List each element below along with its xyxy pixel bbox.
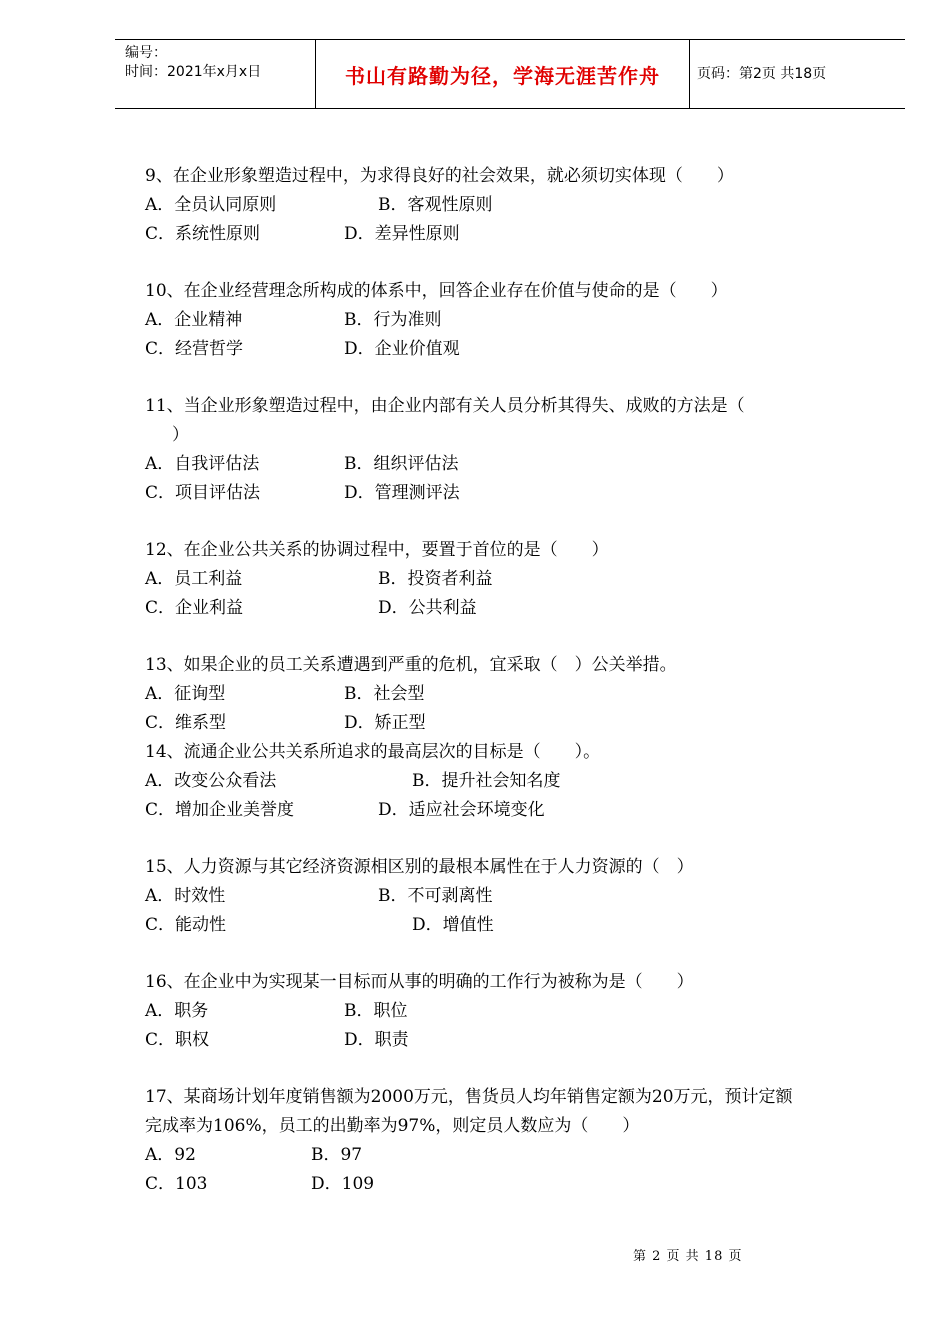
option-b: B．组织评估法 <box>344 454 459 474</box>
option-a: A．全员认同原则 <box>145 195 277 215</box>
question-stem: 9、在企业形象塑造过程中，为求得良好的社会效果，就必须切实体现（ ） <box>145 166 734 186</box>
question-11 <box>145 392 875 508</box>
header-meta-cell <box>115 40 315 108</box>
question-stem: 10、在企业经营理念所构成的体系中，回答企业存在价值与使命的是（ ） <box>145 281 728 301</box>
page-footer: 第 2 页 共 18 页 <box>633 1249 743 1264</box>
header-motto-cell <box>315 40 690 108</box>
page-header <box>115 39 905 109</box>
option-d: D．矫正型 <box>344 713 426 733</box>
option-d: D．适应社会环境变化 <box>378 800 545 820</box>
option-b: B．提升社会知名度 <box>412 771 561 791</box>
question-12 <box>145 536 875 623</box>
question-16 <box>145 968 875 1055</box>
option-d: D．企业价值观 <box>344 339 460 359</box>
option-d: D．管理测评法 <box>344 483 460 503</box>
option-a: A．92 <box>145 1145 196 1165</box>
option-c: C．103 <box>145 1174 208 1194</box>
option-a: A．企业精神 <box>145 310 243 330</box>
option-c: C．职权 <box>145 1030 210 1050</box>
option-d: D．公共利益 <box>378 598 477 618</box>
option-a: A．自我评估法 <box>145 454 260 474</box>
option-c: C．系统性原则 <box>145 224 261 244</box>
option-b: B．客观性原则 <box>378 195 493 215</box>
question-stem: 11、当企业形象塑造过程中，由企业内部有关人员分析其得失、成败的方法是（ <box>145 396 745 416</box>
question-stem: 12、在企业公共关系的协调过程中，要置于首位的是（ ） <box>145 540 609 560</box>
option-a: A．职务 <box>145 1001 209 1021</box>
time-label: 时间：2021年x月x日 <box>125 64 262 80</box>
option-b: B．97 <box>311 1145 363 1165</box>
option-b: B．不可剥离性 <box>378 886 493 906</box>
question-stem: 15、人力资源与其它经济资源相区别的最根本属性在于人力资源的（ ） <box>145 857 694 877</box>
option-b: B．行为准则 <box>344 310 442 330</box>
option-a: A．征询型 <box>145 684 226 704</box>
option-b: B．职位 <box>344 1001 408 1021</box>
option-b: B．社会型 <box>344 684 425 704</box>
option-c: C．经营哲学 <box>145 339 244 359</box>
option-a: A．员工利益 <box>145 569 243 589</box>
question-stem-continued: 完成率为106%，员工的出勤率为97%，则定员人数应为（ ） <box>145 1116 640 1136</box>
question-stem-continued: ） <box>155 425 189 445</box>
option-b: B．投资者利益 <box>378 569 493 589</box>
header-page-cell <box>689 40 905 108</box>
option-c: C．项目评估法 <box>145 483 261 503</box>
option-d: D．差异性原则 <box>344 224 460 244</box>
question-list <box>145 162 875 1199</box>
question-stem: 13、如果企业的员工关系遭遇到严重的危机，宜采取（ ）公关举措。 <box>145 655 677 675</box>
question-14 <box>145 738 875 825</box>
question-stem: 17、某商场计划年度销售额为2000万元，售货员人均年销售定额为20万元，预计定额 <box>145 1087 793 1107</box>
option-d: D．109 <box>311 1174 375 1194</box>
serial-label: 编号： <box>125 45 167 61</box>
option-d: D．增值性 <box>412 915 494 935</box>
question-stem: 14、流通企业公共关系所追求的最高层次的目标是（ ）。 <box>145 742 601 762</box>
question-13 <box>145 651 875 738</box>
option-c: C．能动性 <box>145 915 227 935</box>
question-10 <box>145 277 875 364</box>
question-stem: 16、在企业中为实现某一目标而从事的明确的工作行为被称为是（ ） <box>145 972 694 992</box>
option-c: C．维系型 <box>145 713 227 733</box>
question-17 <box>145 1083 875 1199</box>
option-d: D．职责 <box>344 1030 409 1050</box>
option-a: A．时效性 <box>145 886 226 906</box>
option-a: A．改变公众看法 <box>145 771 277 791</box>
question-9 <box>145 162 875 249</box>
page-info: 页码：第2页 共18页 <box>697 66 827 82</box>
question-15 <box>145 853 875 940</box>
option-c: C．增加企业美誉度 <box>145 800 295 820</box>
motto: 书山有路勤为径，学海无涯苦作舟 <box>345 63 660 88</box>
option-c: C．企业利益 <box>145 598 244 618</box>
